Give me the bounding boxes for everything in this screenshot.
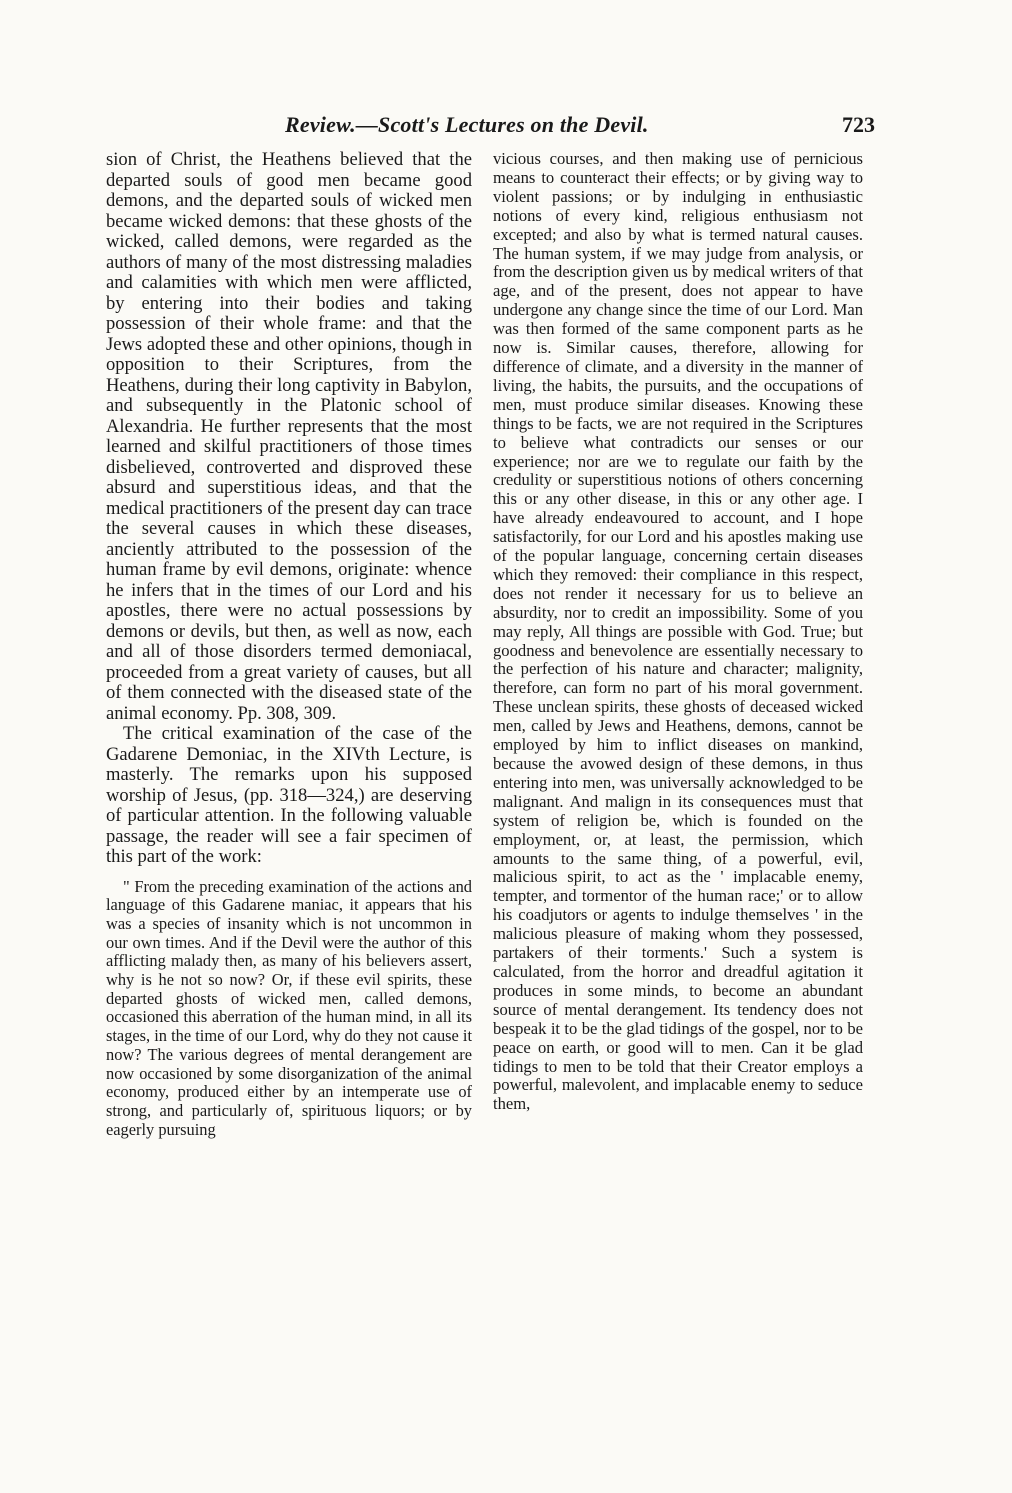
left-column <box>106 150 472 1139</box>
block-quote: " From the preceding examination of the actions and language of this Gadarene maniac, it appears that his was a species of insanity which is not uncommon in our own times. And if the Devil were the author of this afflicting malady then, as many of his believers assert, why is he not so now? Or, if these evil spirits, these departed ghosts of wicked men, called demons, occasioned this aberration of the human mind, in all its stages, in the time of our Lord, why do they not cause it now? The various degrees of mental derangement are now occasioned by some disorganization of the animal economy, produced either by an intemperate use of strong, and particularly of, spirituous liquors; or by eagerly pursuing <box>106 876 472 1139</box>
page-number: 723 <box>842 112 875 137</box>
right-column <box>493 150 863 1114</box>
running-title: Review.—Scott's Lectures on the Devil. <box>285 112 649 137</box>
paragraph-critical-examination: The critical examination of the case of the Gadarene Demoniac, in the XIVth Lecture, is masterly. The remarks upon his supposed worship of Jesus, (pp. 318—324,) are deserving of particular attention. In the following valuable passage, the reader will see a fair specimen of this part of the work: <box>106 723 472 867</box>
paragraph-continuation: sion of Christ, the Heathens believed that the departed souls of good men became good demons, and the departed souls of wicked men became wicked demons: that these ghosts of the wicked, called demons, were regarded as the authors of many of the most distressing maladies and calamities with which men were afflicted, by entering into their bodies and taking possession of their whole frame: and that the Jews adopted these and other opinions, though in opposition to their Scriptures, from the Heathens, during their long captivity in Babylon, and subsequently in the Platonic school of Alexandria. He further represents that the most learned and skilful practitioners of those times disbelieved, controverted and disproved these absurd and superstitious ideas, and that the medical practitioners of the present day can trace the several causes in which these diseases, anciently attributed to the possession of the human frame by evil demons, originate: whence he infers that in the times of our Lord and his apostles, there were no actual possessions by demons or devils, but then, as well as now, each and all of those disorders termed demoniacal, proceeded from a great variety of causes, but all of them connected with the diseased state of the animal economy. Pp. 308, 309. <box>106 149 472 724</box>
running-header <box>105 112 875 142</box>
quote-continuation: vicious courses, and then making use of pernicious means to counteract their effects; or by giving way to violent passions; or by indulging in enthusiastic notions of every kind, religious enthusiasm not excepted; and also by what is termed natural causes. The human system, if we may judge from analysis, or from the description given us by medical writers of that age, and of the present, does not appear to have undergone any change since the time of our Lord. Man was then formed of the same component parts as he now is. Similar causes, therefore, allowing for difference of climate, and a diversity in the manner of living, the habits, the pursuits, and the occupations of men, must produce similar diseases. Knowing these things to be facts, we are not required in the Scriptures to believe what contradicts our senses or our experience; nor are we to regulate our faith by the credulity or superstitious notions of others concerning this or any other disease, in this or any other age. I have already endeavoured to account, and I hope satisfactorily, for our Lord and his apostles making use of the popular language, concerning certain diseases which they removed: their compliance in this respect, does not render it necessary for us to believe an absurdity, nor to credit an impossibility. Some of you may reply, All things are possible with God. True; but goodness and benevolence are essentially necessary to the perfection of his nature and character; malignity, therefore, can form no part of his moral government. These unclean spirits, these ghosts of deceased wicked men, called by Jews and Heathens, demons, cannot be employed by him to inflict diseases on mankind, because the avowed design of these demons, in thus entering into men, was universally acknowledged to be malignant. And malign in its consequences must that system of religion be, which is founded on the employment, or, at least, the permission, which amounts to the same thing, of a powerful, evil, malicious spirit, to act as the ' implacable enemy, tempter, and tormentor of the human race;' or to allow his coadjutors or agents to indulge themselves ' in the malicious pleasure of making whom they possessed, partakers of their torments.' Such a system is calculated, from the horror and dreadful agitation it produces in some minds, to become an abundant source of mental derangement. Its tendency does not bespeak it to be the glad tidings of the gospel, nor to be peace on earth, or good will to men. Can it be glad tidings to men to be told that their Creator employs a powerful, malevolent, and implacable enemy to seduce them, <box>493 149 863 1114</box>
